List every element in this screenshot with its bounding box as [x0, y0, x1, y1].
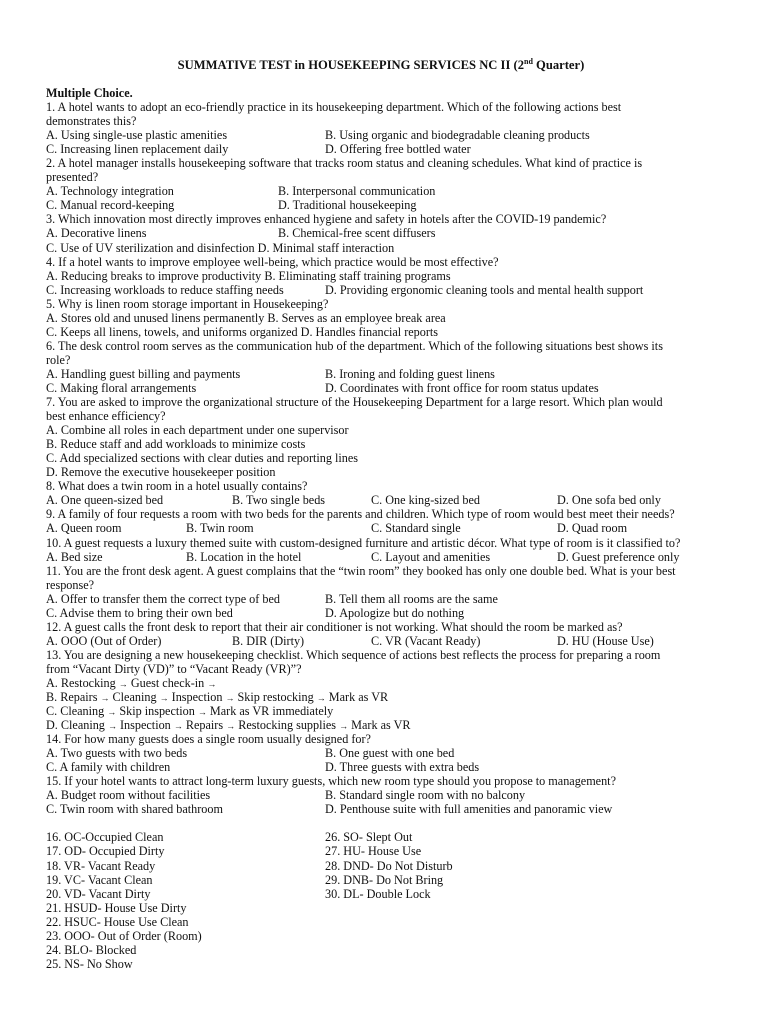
choice-a: A. Queen room [46, 521, 122, 536]
choice-a: A. Decorative linens [46, 226, 147, 241]
step: Inspection [120, 718, 171, 733]
arrow-icon: → [107, 707, 117, 718]
document-title [46, 58, 716, 86]
choice-a: A. Using single-use plastic amenities [46, 128, 228, 143]
question-5-choices-ab: A. Stores old and unused linens permanently B. Serves as an employee break area [46, 310, 446, 325]
choice-b: B. DIR (Dirty) [232, 633, 305, 648]
step: C. Cleaning [46, 704, 105, 719]
choice-a: A. OOO (Out of Order) [46, 633, 162, 648]
choice-c: C. One king-sized bed [371, 493, 480, 508]
code-item: 23. OOO- Out of Order (Room) [46, 928, 202, 943]
choice-b: B. Two single beds [232, 493, 326, 508]
question-4-stem: 4. If a hotel wants to improve employee well-being, which practice would be most effective? [46, 254, 499, 269]
title-superscript: nd [524, 57, 533, 66]
choice-d: D. HU (House Use) [557, 633, 654, 648]
choice-c: C. Standard single [371, 521, 461, 536]
choice-c: C. Increasing workloads to reduce staffing needs [46, 282, 284, 297]
code-item: 30. DL- Double Lock [325, 886, 431, 901]
question-1-stem: 1. A hotel wants to adopt an eco-friendly practice in its housekeeping department. Which of the following actions best [46, 100, 622, 115]
question-12-choices [46, 634, 716, 648]
question-2-choices-cd [46, 198, 716, 212]
code-item: 19. VC- Vacant Clean [46, 872, 153, 887]
codes-column-left [46, 830, 202, 970]
question-5-choices-cd: C. Keeps all linens, towels, and uniforms organized D. Handles financial reports [46, 324, 439, 339]
question-2-choices-ab [46, 184, 716, 198]
codes-column-right [325, 830, 453, 900]
choice-a: A. One queen-sized bed [46, 493, 164, 508]
question-6-stem-cont: role? [46, 352, 71, 367]
choice-b: B. Using organic and biodegradable cleaning products [325, 128, 590, 143]
question-6-choices-cd [46, 381, 716, 395]
choice-c: C. Layout and amenities [371, 549, 491, 564]
step: Mark as VR immediately [209, 704, 334, 719]
question-9-choices [46, 521, 716, 535]
code-item: 22. HSUC- House Use Clean [46, 914, 189, 929]
step: Guest check-in [130, 675, 205, 690]
step: Skip inspection [119, 704, 195, 719]
choice-b: B. One guest with one bed [325, 746, 455, 761]
choice-a: A. Handling guest billing and payments [46, 366, 241, 381]
choice-d: D. One sofa bed only [557, 493, 661, 508]
question-6-choices-ab [46, 367, 716, 381]
question-15-choices-ab [46, 788, 716, 802]
step: Cleaning [112, 690, 157, 705]
question-3-stem: 3. Which innovation most directly improves enhanced hygiene and safety in hotels after the COVID-19 pandemic? [46, 212, 607, 227]
choice-c: C. Manual record-keeping [46, 198, 175, 213]
question-3-choices-ab [46, 226, 716, 240]
arrow-icon: → [173, 721, 183, 732]
arrow-icon: → [159, 693, 169, 704]
question-2-stem: 2. A hotel manager installs housekeeping software that tracks room status and cleaning schedules. What kind of practice is [46, 156, 643, 171]
choice-d: D. Three guests with extra beds [325, 760, 480, 775]
question-2-stem-cont: presented? [46, 170, 99, 185]
question-11-stem: 11. You are the front desk agent. A guest complains that the “twin room” they booked has only one double bed. What is your best [46, 563, 676, 578]
step: D. Cleaning [46, 718, 105, 733]
question-13-choice-c [46, 704, 716, 718]
code-item: 27. HU- House Use [325, 844, 422, 859]
question-15-choices-cd [46, 802, 716, 816]
choice-b: B. Ironing and folding guest linens [325, 366, 495, 381]
question-3-choices-cd: C. Use of UV sterilization and disinfection D. Minimal staff interaction [46, 240, 395, 255]
choice-b: B. Tell them all rooms are the same [325, 591, 498, 606]
choice-c: C. VR (Vacant Ready) [371, 633, 481, 648]
question-11-choices-cd [46, 606, 716, 620]
section-heading: Multiple Choice. [46, 86, 133, 100]
room-status-codes [46, 830, 716, 970]
choice-d: D. Providing ergonomic cleaning tools and mental health support [325, 282, 644, 297]
choice-b: B. Location in the hotel [186, 549, 302, 564]
step: B. Repairs [46, 690, 98, 705]
question-13-choice-b [46, 690, 716, 704]
choice-b: B. Chemical-free scent diffusers [278, 226, 436, 241]
code-item: 25. NS- No Show [46, 956, 133, 971]
question-7-choice-a: A. Combine all roles in each department under one supervisor [46, 423, 349, 438]
code-item: 26. SO- Slept Out [325, 830, 413, 845]
code-item: 21. HSUD- House Use Dirty [46, 900, 187, 915]
choice-a: A. Budget room without facilities [46, 788, 211, 803]
question-9-stem: 9. A family of four requests a room with two beds for the parents and children. Which type of room would best meet their needs? [46, 507, 675, 522]
choice-d: D. Offering free bottled water [325, 142, 471, 157]
question-1-choices-cd [46, 142, 716, 156]
step: Mark as VR [328, 690, 389, 705]
question-10-choices [46, 550, 716, 564]
choice-c: C. Making floral arrangements [46, 380, 197, 395]
question-13-choice-d [46, 718, 716, 732]
choice-c: C. Twin room with shared bathroom [46, 802, 223, 817]
choice-b: B. Twin room [186, 521, 254, 536]
arrow-icon: → [118, 678, 128, 689]
code-item: 16. OC-Occupied Clean [46, 830, 164, 845]
choice-d: D. Penthouse suite with full amenities and panoramic view [325, 802, 613, 817]
question-13-stem: 13. You are designing a new housekeeping checklist. Which sequence of actions best reflects the process for preparing a room [46, 647, 661, 662]
code-item: 20. VD- Vacant Dirty [46, 886, 151, 901]
spacer [46, 816, 716, 830]
choice-c: C. A family with children [46, 760, 171, 775]
code-item: 29. DNB- Do Not Bring [325, 872, 444, 887]
arrow-icon: → [225, 693, 235, 704]
choice-a: A. Offer to transfer them the correct type of bed [46, 591, 280, 606]
title-end: Quarter) [532, 58, 585, 72]
question-11-choices-ab [46, 592, 716, 606]
choice-a: A. Technology integration [46, 184, 174, 199]
code-item: 18. VR- Vacant Ready [46, 858, 156, 873]
question-11-stem-cont: response? [46, 577, 95, 592]
choice-a: A. Two guests with two beds [46, 746, 188, 761]
question-1-stem-cont: demonstrates this? [46, 114, 137, 129]
question-8-choices [46, 493, 716, 507]
question-13-stem-cont: from “Vacant Dirty (VD)” to “Vacant Ready (VR)”? [46, 661, 302, 676]
question-4-choices-cd [46, 283, 716, 297]
question-5-stem: 5. Why is linen room storage important in Housekeeping? [46, 296, 329, 311]
choice-b: B. Standard single room with no balcony [325, 788, 526, 803]
arrow-icon: → [339, 721, 349, 732]
choice-d: D. Traditional housekeeping [278, 198, 417, 213]
question-13-choice-a [46, 676, 716, 690]
step: Restocking supplies [238, 718, 337, 733]
question-14-choices-ab [46, 746, 716, 760]
arrow-icon: → [207, 678, 217, 689]
choice-d: D. Quad room [557, 521, 628, 536]
question-12-stem: 12. A guest calls the front desk to report that their air conditioner is not working. What should the room be marked as? [46, 619, 623, 634]
question-15-stem: 15. If your hotel wants to attract long-term luxury guests, which new room type should you propose to management? [46, 774, 616, 789]
question-10-stem: 10. A guest requests a luxury themed suite with custom-designed furniture and artistic décor. What type of room is it classified to? [46, 535, 681, 550]
code-item: 17. OD- Occupied Dirty [46, 844, 165, 859]
question-14-choices-cd [46, 760, 716, 774]
code-item: 28. DND- Do Not Disturb [325, 858, 453, 873]
step: Mark as VR [351, 718, 411, 733]
question-8-stem: 8. What does a twin room in a hotel usually contains? [46, 479, 308, 494]
step: A. Restocking [46, 675, 116, 690]
question-7-stem-cont: best enhance efficiency? [46, 409, 166, 424]
question-7-choice-c: C. Add specialized sections with clear duties and reporting lines [46, 451, 359, 466]
step: Inspection [171, 690, 223, 705]
question-6-stem: 6. The desk control room serves as the communication hub of the department. Which of the following situations best shows its [46, 338, 663, 353]
question-14-stem: 14. For how many guests does a single room usually designed for? [46, 732, 371, 747]
test-document [46, 58, 716, 970]
question-7-choice-d: D. Remove the executive housekeeper position [46, 465, 276, 480]
choice-d: D. Apologize but do nothing [325, 605, 465, 620]
choice-b: B. Interpersonal communication [278, 184, 436, 199]
choice-c: C. Increasing linen replacement daily [46, 142, 229, 157]
choice-d: D. Coordinates with front office for room status updates [325, 380, 599, 395]
arrow-icon: → [197, 707, 207, 718]
choice-c: C. Advise them to bring their own bed [46, 605, 233, 620]
question-7-stem: 7. You are asked to improve the organizational structure of the Housekeeping Department for a large resort. Which plan would [46, 395, 663, 410]
step: Repairs [185, 718, 224, 733]
title-main: SUMMATIVE TEST in HOUSEKEEPING SERVICES NC II (2 [177, 58, 524, 72]
arrow-icon: → [316, 693, 326, 704]
choice-d: D. Guest preference only [557, 549, 680, 564]
code-item: 24. BLO- Blocked [46, 942, 137, 957]
arrow-icon: → [100, 693, 110, 704]
arrow-icon: → [226, 721, 236, 732]
step: Skip restocking [237, 690, 314, 705]
question-1-choices-ab [46, 128, 716, 142]
question-7-choice-b: B. Reduce staff and add workloads to minimize costs [46, 437, 306, 452]
choice-a: A. Bed size [46, 549, 103, 564]
question-4-choices-ab: A. Reducing breaks to improve productivity B. Eliminating staff training programs [46, 268, 451, 283]
arrow-icon: → [107, 721, 117, 732]
